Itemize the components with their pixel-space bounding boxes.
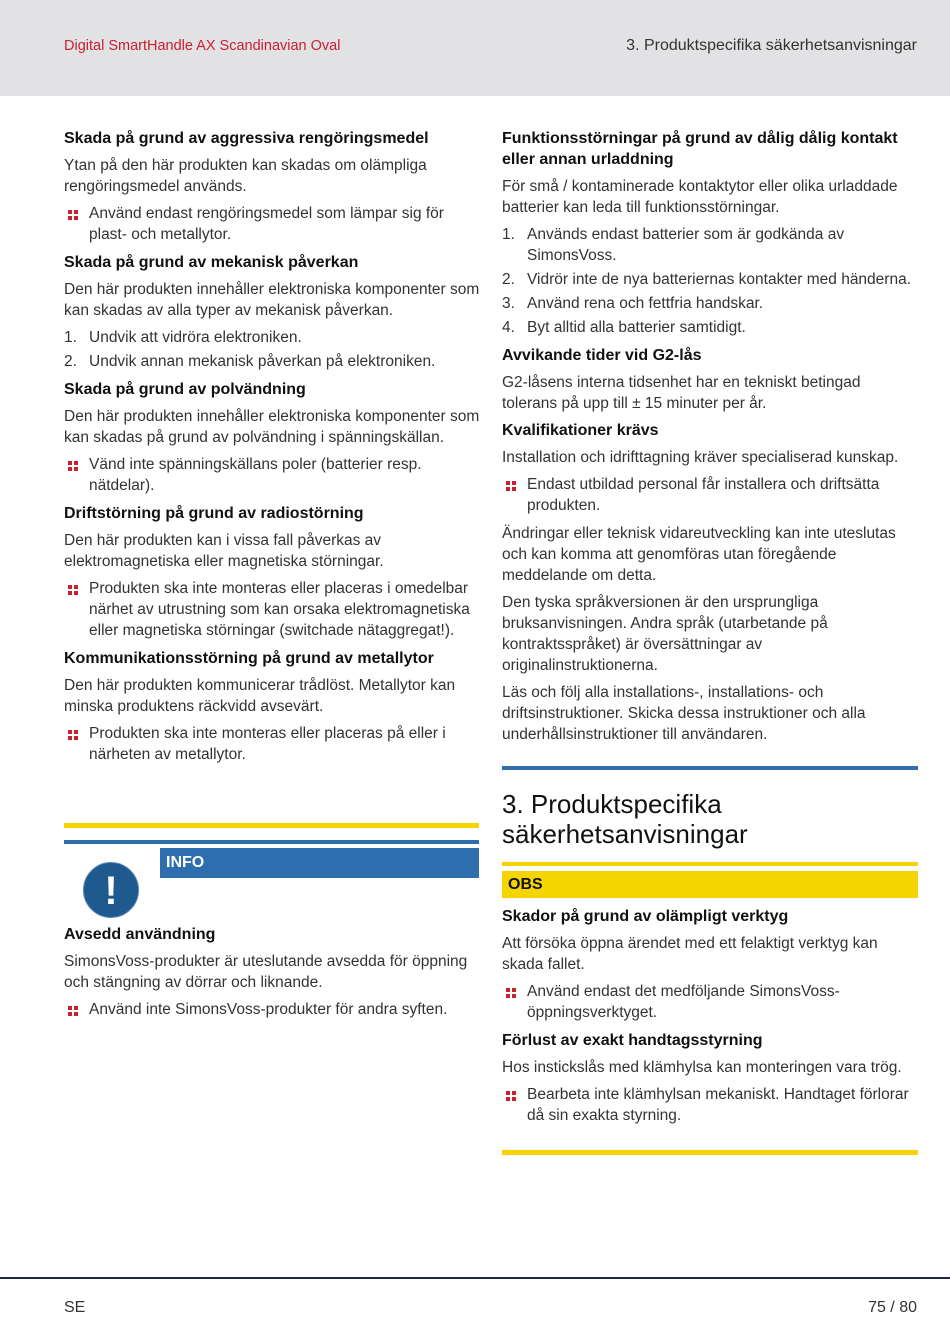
paragraph: Installation och idrifttagning kräver specialiserad kunskap.	[502, 449, 899, 466]
separator-yellow	[64, 823, 479, 828]
list-item: Vänd inte spänningskällans poler (batterier resp. nätdelar).	[64, 454, 480, 496]
section-title: 3. Produktspecifika säkerhetsanvisningar	[502, 789, 748, 849]
heading-tool: Skador på grund av olämpligt verktyg	[502, 908, 789, 925]
paragraph: Den här produkten innehåller elektroniska komponenter som kan skadas av alla typer av mekanisk påverkan.	[64, 281, 480, 319]
paragraph: Den här produkten innehåller elektroniska komponenter som kan skadas på grund av polvändning i spänningskällan.	[64, 408, 480, 446]
separator-yellow	[502, 1150, 918, 1155]
paragraph: Den tyska språkversionen är den ursprungliga bruksanvisningen. Andra språk (utarbetande på kontraktsspråket) är översättningar av originalinstruktionerna.	[502, 594, 828, 674]
list-item: Använd inte SimonsVoss-produkter för andra syften.	[64, 999, 480, 1020]
separator-yellow	[502, 862, 918, 866]
footer-language: SE	[64, 1299, 86, 1316]
list-item: 4. Byt alltid alla batterier samtidigt.	[502, 319, 746, 336]
heading-radio: Driftstörning på grund av radiostörning	[64, 505, 364, 522]
page-number: 75 / 80	[868, 1299, 917, 1316]
bullet-icon	[68, 461, 78, 471]
paragraph: Den här produkten kommunicerar trådlöst. Metallytor kan minska produktens räckvidd avsevärt.	[64, 677, 456, 715]
heading-metal: Kommunikationsstörning på grund av metallytor	[64, 650, 434, 667]
paragraph: Ändringar eller teknisk vidareutveckling kan inte uteslutas och kan komma att genomföras utan föregående meddelande om detta.	[502, 525, 896, 584]
bullet-icon	[506, 1091, 516, 1101]
footer-line	[0, 1277, 950, 1279]
right-column-obs	[502, 906, 918, 1133]
list-item: 2. Undvik annan mekanisk påverkan på elektroniken.	[64, 353, 436, 370]
list-item: 3. Använd rena och fettfria handskar.	[502, 295, 764, 312]
heading-intended-use: Avsedd användning	[64, 926, 216, 943]
bullet-icon	[506, 988, 516, 998]
list-item: Endast utbildad personal får installera och driftsätta produkten.	[502, 474, 918, 516]
paragraph: Läs och följ alla installations-, installations- och driftsinstruktioner. Skicka dessa instruktioner och alla underhållsinstruktioner till användaren.	[502, 684, 866, 743]
bullet-icon	[68, 1006, 78, 1016]
separator-blue	[64, 840, 479, 844]
list-item: Använd endast det medföljande SimonsVoss-öppningsverktyget.	[502, 981, 918, 1023]
info-label: INFO	[160, 848, 479, 878]
paragraph: SimonsVoss-produkter är uteslutande avsedda för öppning och stängning av dörrar och liknande.	[64, 953, 468, 991]
bullet-icon	[68, 730, 78, 740]
left-column-bottom	[64, 924, 480, 1027]
paragraph: Att försöka öppna ärendet med ett felaktigt verktyg kan skada fallet.	[502, 935, 878, 973]
left-column	[64, 128, 480, 772]
right-column	[502, 128, 918, 751]
paragraph: Ytan på den här produkten kan skadas om olämpliga rengöringsmedel används.	[64, 157, 427, 195]
list-item: Produkten ska inte monteras eller placeras på eller i närheten av metallytor.	[64, 723, 480, 765]
heading-polarity: Skada på grund av polvändning	[64, 381, 306, 398]
exclamation-icon: !	[83, 862, 139, 918]
paragraph: Den här produkten kan i vissa fall påverkas av elektromagnetiska eller magnetiska störningar.	[64, 532, 384, 570]
bullet-icon	[68, 585, 78, 595]
heading-g2-times: Avvikande tider vid G2-lås	[502, 347, 702, 364]
paragraph: G2-låsens interna tidsenhet har en tekniskt betingad tolerans på upp till ± 15 minuter per år.	[502, 374, 861, 412]
obs-label: OBS	[502, 871, 918, 898]
paragraph: Hos instickslås med klämhylsa kan monteringen vara trög.	[502, 1059, 902, 1076]
page-header	[0, 0, 950, 96]
heading-contact: Funktionsstörningar på grund av dålig dålig kontakt eller annan urladdning	[502, 130, 898, 168]
heading-qualifications: Kvalifikationer krävs	[502, 422, 659, 439]
list-item: 2. Vidrör inte de nya batteriernas kontakter med händerna.	[502, 271, 912, 288]
list-item: Produkten ska inte monteras eller placeras i omedelbar närhet av utrustning som kan orsaka elektromagnetiska eller magnetiska störningar (switchade nätaggregat!).	[64, 578, 480, 641]
paragraph: För små / kontaminerade kontaktytor eller olika urladdade batterier kan leda till funktionsstörningar.	[502, 178, 898, 216]
list-item: 1. Undvik att vidröra elektroniken.	[64, 329, 302, 346]
separator-blue	[502, 766, 918, 770]
document-title: Digital SmartHandle AX Scandinavian Oval	[64, 38, 341, 54]
chapter-title: 3. Produktspecifika säkerhetsanvisningar	[626, 37, 917, 54]
bullet-icon	[68, 210, 78, 220]
heading-mechanical: Skada på grund av mekanisk påverkan	[64, 254, 359, 271]
heading-handle-control: Förlust av exakt handtagsstyrning	[502, 1032, 763, 1049]
list-item: Bearbeta inte klämhylsan mekaniskt. Handtaget förlorar då sin exakta styrning.	[502, 1084, 918, 1126]
list-item: Använd endast rengöringsmedel som lämpar sig för plast- och metallytor.	[64, 203, 480, 245]
heading-cleaning: Skada på grund av aggressiva rengöringsmedel	[64, 130, 429, 147]
list-item: 1. Används endast batterier som är godkända av SimonsVoss.	[502, 226, 845, 264]
bullet-icon	[506, 481, 516, 491]
